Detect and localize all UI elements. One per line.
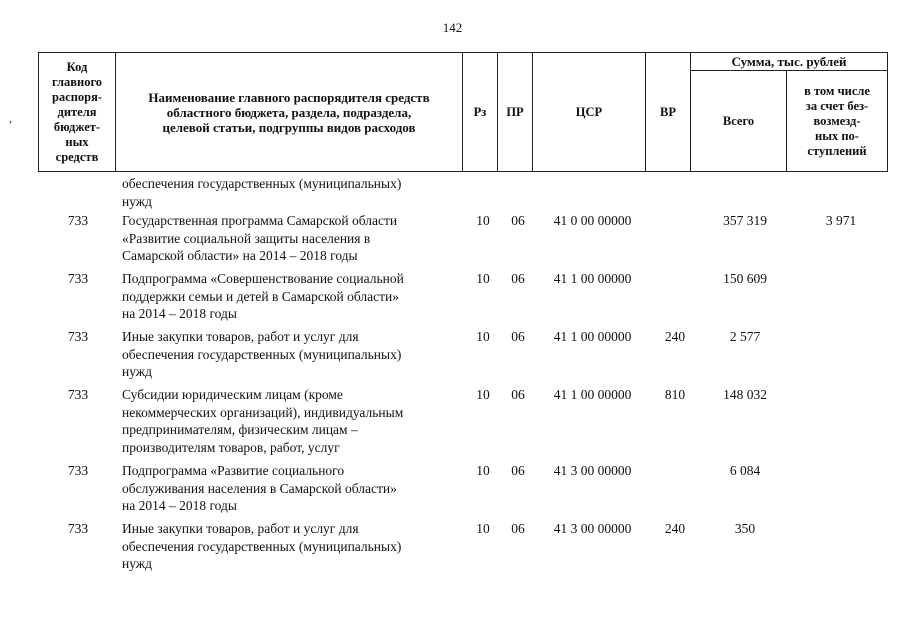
continuation-line: обеспечения государственных (муниципальных) [122, 176, 402, 191]
row-vr: 810 [664, 387, 686, 402]
row-vr: 240 [664, 521, 686, 536]
header-sum: Сумма, тыс. рублей [691, 53, 888, 71]
header-incl [787, 71, 888, 172]
row-csr: 41 0 00 00000 [553, 213, 632, 228]
header-incl-line: ступлений [807, 143, 867, 158]
row-code: 733 [67, 463, 89, 478]
row-rz: 10 [476, 213, 490, 228]
row-name-line: Иные закупки товаров, работ и услуг для [122, 329, 359, 344]
row-name-line: обслуживания населения в Самарской области» [122, 480, 397, 496]
row-total: 6 084 [729, 463, 761, 478]
row-name-line: Самарской области» на 2014 – 2018 годы [122, 248, 358, 263]
header-code-line: дителя [57, 104, 97, 119]
row-name-line: нужд [122, 556, 152, 571]
header-code-line: средств [55, 149, 99, 164]
row-csr: 41 1 00 00000 [553, 271, 632, 286]
row-incl: 3 971 [825, 213, 857, 228]
header-csr: ЦСР [533, 53, 646, 172]
header-incl-line: ных по- [815, 128, 859, 143]
header-code-line: главного [51, 74, 103, 89]
row-rz: 10 [476, 387, 490, 402]
row-rz: 10 [476, 271, 490, 286]
row-name-line: Подпрограмма «Развитие социального [122, 463, 345, 478]
header-incl-line: возмезд- [813, 113, 861, 128]
stray-mark: , [9, 111, 12, 125]
header-name-lines [118, 90, 460, 135]
row-name-line: Государственная программа Самарской области [122, 213, 398, 228]
row-name-line: Подпрограмма «Совершенствование социальной [122, 271, 404, 286]
header-code-line: ных [65, 134, 89, 149]
header-code [39, 53, 116, 172]
header-total: Всего [691, 71, 787, 172]
row-rz: 10 [476, 521, 490, 536]
row-pr: 06 [511, 271, 525, 286]
header-rz: Рз [463, 53, 498, 172]
row-name-line: Субсидии юридическим лицам (кроме [122, 387, 343, 402]
header-name-line: областного бюджета, раздела, подраздела, [166, 104, 412, 120]
row-vr: 240 [664, 329, 686, 344]
header-code-line: бюджет- [53, 119, 101, 134]
header-name-line: Наименование главного распорядителя средств [148, 89, 430, 105]
header-incl-line: за счет без- [805, 98, 869, 113]
row-name-line: нужд [122, 364, 152, 379]
row-csr: 41 1 00 00000 [553, 329, 632, 344]
row-pr: 06 [511, 387, 525, 402]
row-name-line: на 2014 – 2018 годы [122, 306, 237, 321]
row-name-line: на 2014 – 2018 годы [122, 498, 237, 513]
row-code: 733 [67, 387, 89, 402]
row-pr: 06 [511, 463, 525, 478]
row-total: 350 [734, 521, 756, 536]
row-total: 148 032 [723, 387, 767, 402]
row-name-line: обеспечения государственных (муниципальных) [122, 346, 402, 362]
row-pr: 06 [511, 213, 525, 228]
header-incl-lines [789, 84, 885, 159]
continuation-line: нужд [122, 193, 152, 209]
row-csr: 41 3 00 00000 [553, 463, 632, 478]
row-total: 357 319 [723, 213, 767, 228]
row-code: 733 [67, 213, 89, 228]
row-name-line: производителям товаров, работ, услуг [122, 439, 340, 455]
row-csr: 41 1 00 00000 [553, 387, 632, 402]
row-total: 2 577 [729, 329, 761, 344]
row-code: 733 [67, 521, 89, 536]
row-name-line: поддержки семьи и детей в Самарской области» [122, 288, 399, 304]
row-name-line: Иные закупки товаров, работ и услуг для [122, 521, 359, 536]
table-header [38, 52, 888, 172]
row-code: 733 [67, 329, 89, 344]
header-code-line: Код [66, 59, 88, 74]
header-incl-line: в том числе [804, 83, 870, 98]
row-pr: 06 [511, 329, 525, 344]
row-name-line: предпринимателям, физическим лицам – [122, 422, 358, 437]
row-pr: 06 [511, 521, 525, 536]
header-code-lines [41, 60, 113, 165]
row-total: 150 609 [723, 271, 767, 286]
row-name-line: «Развитие социальной защиты населения в [122, 230, 371, 246]
row-rz: 10 [476, 463, 490, 478]
header-pr: ПР [498, 53, 533, 172]
row-name-line: обеспечения государственных (муниципальных) [122, 538, 402, 554]
row-csr: 41 3 00 00000 [553, 521, 632, 536]
header-vr: ВР [646, 53, 691, 172]
header-name [116, 53, 463, 172]
header-code-line: распоря- [51, 89, 103, 104]
row-code: 733 [67, 271, 89, 286]
row-name-line: некоммерческих организаций), индивидуальным [122, 404, 404, 420]
header-name-line: целевой статьи, подгруппы видов расходов [162, 119, 416, 135]
row-rz: 10 [476, 329, 490, 344]
page-number: 142 [442, 20, 463, 35]
